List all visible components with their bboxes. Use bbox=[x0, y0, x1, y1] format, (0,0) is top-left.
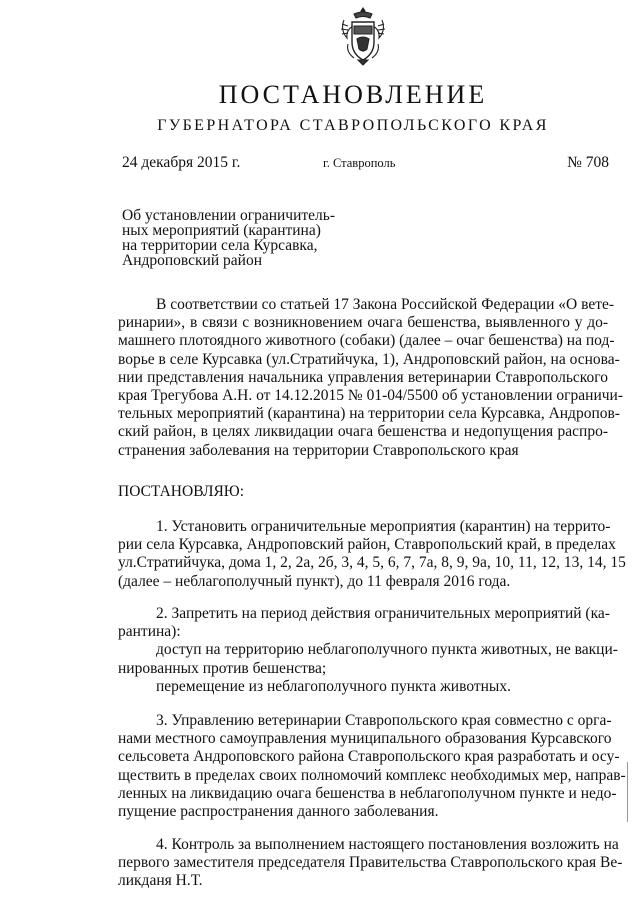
document-subtitle: ГУБЕРНАТОРА СТАВРОПОЛЬСКОГО КРАЯ bbox=[157, 117, 549, 134]
text-line: первого заместителя председателя Правительства Ставропольского края Ве- bbox=[118, 854, 623, 872]
text-line: перемещение из неблагополучного пункта животных. bbox=[156, 677, 511, 695]
dateline bbox=[122, 154, 609, 174]
text-line: 1. Установить ограничительные мероприятия (карантин) на террито- bbox=[156, 518, 611, 535]
item-4-paragraph bbox=[118, 836, 623, 891]
document-date: 24 декабря 2015 г. bbox=[122, 154, 241, 171]
document-number: № 708 bbox=[567, 154, 609, 171]
text-line: 4. Контроль за выполнением настоящего постановления возложить на bbox=[156, 836, 619, 853]
subject-line: на территории села Курсавка, bbox=[122, 237, 318, 254]
text-line: ский район, в целях ликвидации очага бешенства и недопущения распро- bbox=[118, 423, 608, 441]
text-line: тельных мероприятий (карантина) на территории села Курсавка, Андропов- bbox=[118, 405, 620, 423]
text-line: нированных против бешенства; bbox=[118, 659, 327, 677]
coat-of-arms-emblem bbox=[338, 6, 388, 66]
text-line: ленных на ликвидацию очага бешенства в неблагополучном пункте и недо- bbox=[118, 784, 617, 802]
text-line: нами местного самоуправления муниципального образования Курсавского bbox=[118, 730, 612, 748]
item-1-paragraph bbox=[118, 518, 626, 591]
text-line: ществить в пределах своих полномочий комплекс необходимых мер, направ- bbox=[118, 766, 626, 784]
resolve-heading: ПОСТАНОВЛЯЮ: bbox=[118, 483, 245, 500]
item-2-paragraph bbox=[118, 605, 618, 696]
text-line: нии представления начальника управления ветеринарии Ставропольского bbox=[118, 368, 608, 386]
text-line: ликданя Н.Т. bbox=[118, 872, 203, 890]
subject-line: ных мероприятий (карантина) bbox=[122, 222, 321, 239]
subject-line: Андроповский район bbox=[122, 252, 262, 269]
document-city: г. Ставрополь bbox=[323, 156, 396, 170]
text-line: ворье в селе Курсавка (ул.Стратийчука, 1), Андроповский район, на основа- bbox=[118, 350, 620, 368]
text-line: края Трегубова А.Н. от 14.12.2015 № 01-04/5500 об установлении ограничи- bbox=[118, 386, 624, 404]
text-line: доступ на территорию неблагополучного пункта животных, не вакци- bbox=[156, 641, 618, 659]
text-line: 2. Запретить на период действия ограничительных мероприятий (ка- bbox=[156, 605, 610, 622]
text-line: сельсовета Андроповского района Ставропольского края разработать и осу- bbox=[118, 748, 620, 766]
text-line: 3. Управлению ветеринарии Ставропольского края совместно с орга- bbox=[156, 712, 612, 729]
document-subject bbox=[122, 208, 352, 268]
subject-line: Об установлении ограничитель- bbox=[122, 207, 335, 224]
preamble-paragraph bbox=[118, 296, 624, 460]
text-line: В соответствии со статьей 17 Закона Российской Федерации «О вете- bbox=[156, 296, 615, 313]
text-line: машнего плотоядного животного (собаки) (далее – очаг бешенства) на под- bbox=[118, 332, 615, 350]
scan-margin-mark bbox=[627, 762, 628, 822]
text-line: рантина): bbox=[118, 623, 181, 641]
text-line: (далее – неблагополучный пункт), до 11 февраля 2016 года. bbox=[118, 572, 511, 590]
text-line: рии села Курсавка, Андроповский район, Ставропольский край, в пределах bbox=[118, 536, 616, 554]
text-line: странения заболевания на территории Ставропольского края bbox=[118, 441, 519, 459]
item-3-paragraph bbox=[118, 712, 626, 821]
text-line: ул.Стратийчука, дома 1, 2, 2а, 2б, 3, 4, 5, 6, 7, 7а, 8, 9, 9а, 10, 11, 12, 13, 14, 15 bbox=[118, 554, 626, 572]
text-line: пущение распространения данного заболевания. bbox=[118, 802, 439, 820]
document-title: ПОСТАНОВЛЕНИЕ bbox=[218, 80, 488, 109]
text-line: ринарии», в связи с возникновением очага бешенства, выявленного у до- bbox=[118, 314, 608, 332]
